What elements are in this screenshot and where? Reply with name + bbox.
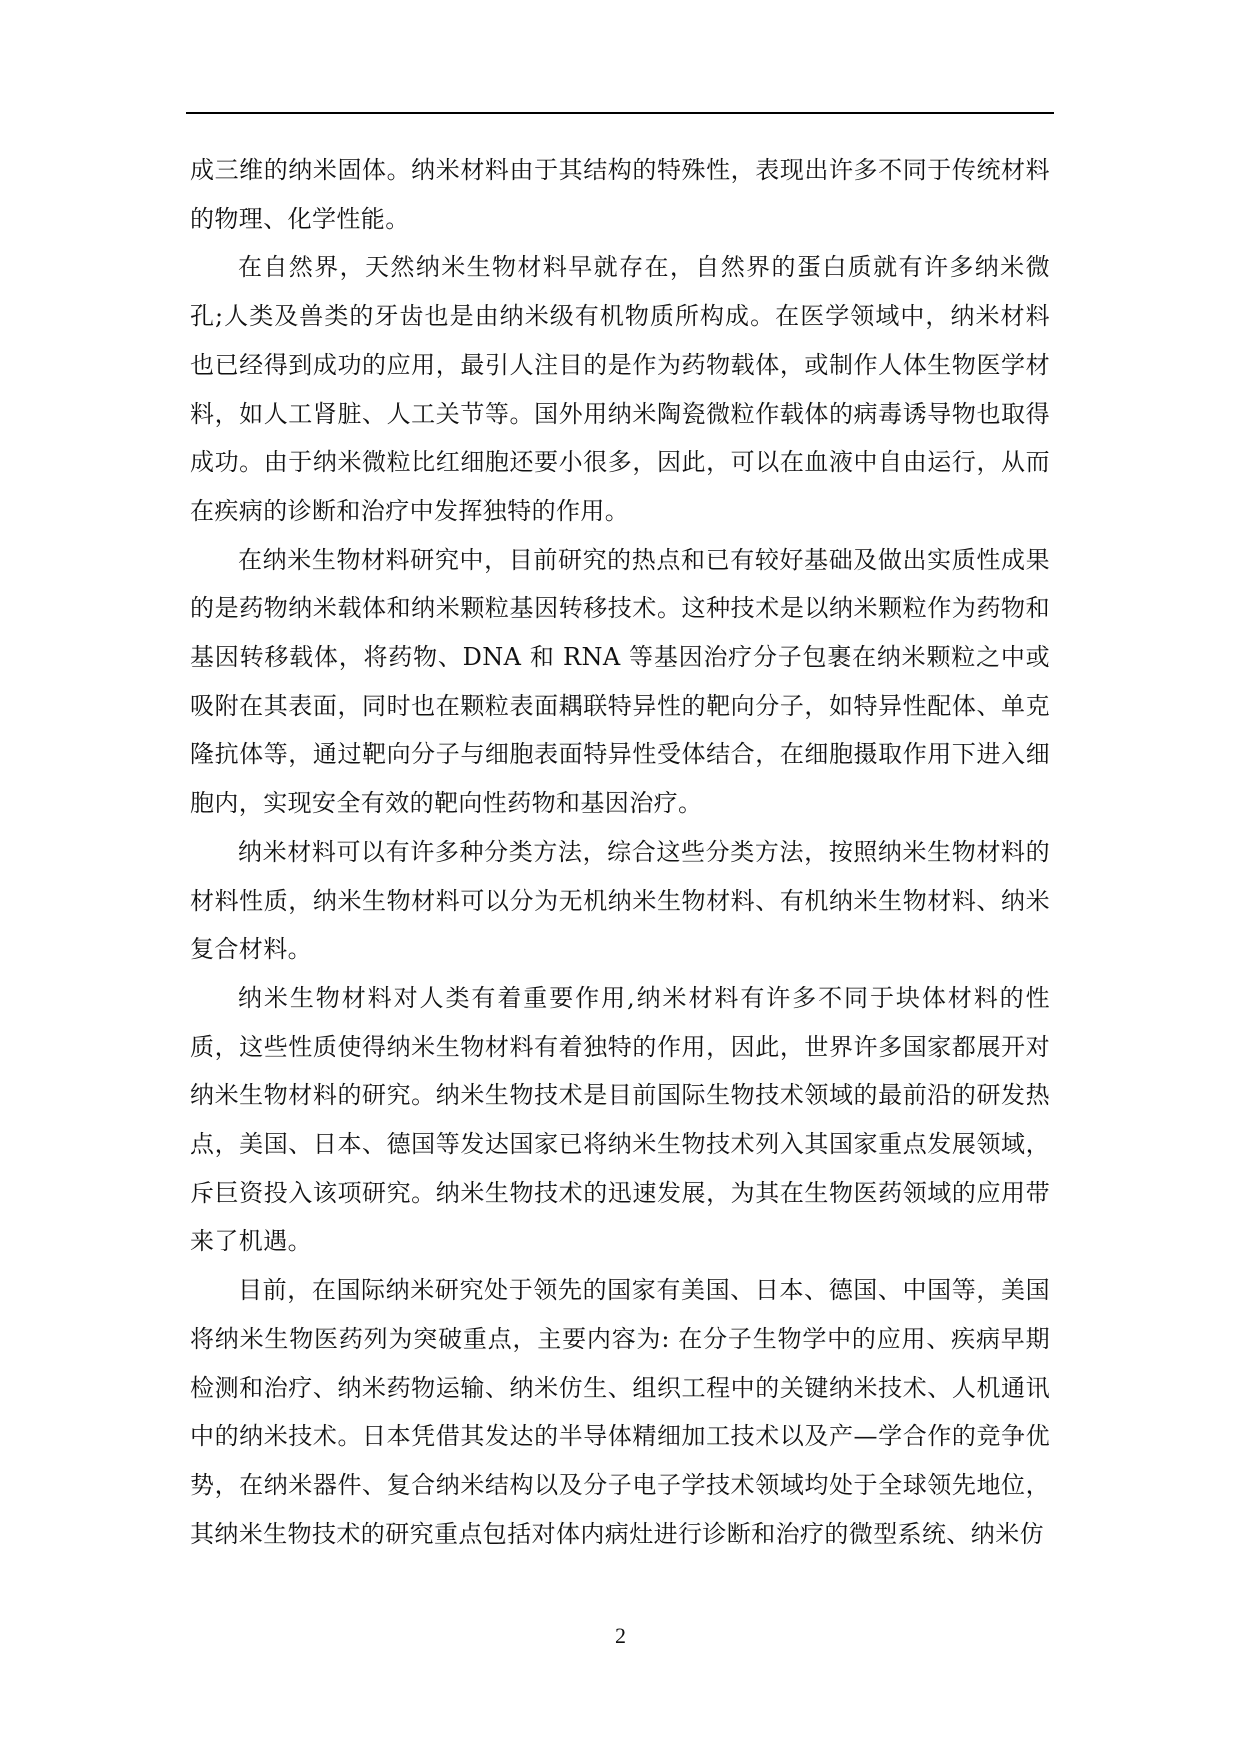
paragraph-2: 在自然界，天然纳米生物材料早就存在，自然界的蛋白质就有许多纳米微孔;人类及兽类的牙齿也是由纳米级有机物质所构成。在医学领域中，纳米材料也已经得到成功的应用，最引人注目的是作为药物载体，或制作人体生物医学材料，如人工肾脏、人工关节等。国外用纳米陶瓷微粒作载体的病毒诱导物也取得成功。由于纳米微粒比红细胞还要小很多，因此，可以在血液中自由运行，从而在疾病的诊断和治疗中发挥独特的作用。 bbox=[190, 253, 1050, 525]
paragraph-1: 成三维的纳米固体。纳米材料由于其结构的特殊性，表现出许多不同于传统材料的物理、化学性能。 bbox=[190, 156, 1050, 233]
paragraph-3: 在纳米生物材料研究中，目前研究的热点和已有较好基础及做出实质性成果的是药物纳米载体和纳米颗粒基因转移技术。这种技术是以纳米颗粒作为药物和基因转移载体，将药物、DNA 和 RNA 等基因治疗分子包裹在纳米颗粒之中或吸附在其表面，同时也在颗粒表面耦联特异性的靶向分子，如特异性配体、单克隆抗体等，通过靶向分子与细胞表面特异性受体结合，在细胞摄取作用下进入细胞内，实现安全有效的靶向性药物和基因治疗。 bbox=[190, 545, 1050, 818]
paragraph-5: 纳米生物材料对人类有着重要作用,纳米材料有许多不同于块体材料的性质，这些性质使得纳米生物材料有着独特的作用，因此，世界许多国家都展开对纳米生物材料的研究。纳米生物技术是目前国际生物技术领域的最前沿的研发热点，美国、日本、德国等发达国家已将纳米生物技术列入其国家重点发展领域，斥巨资投入该项研究。纳米生物技术的迅速发展，为其在生物医药领域的应用带来了机遇。 bbox=[190, 983, 1050, 1256]
body-text bbox=[190, 146, 1050, 1558]
header-rule bbox=[186, 112, 1054, 114]
paragraph-6: 目前，在国际纳米研究处于领先的国家有美国、日本、德国、中国等，美国将纳米生物医药列为突破重点，主要内容为: 在分子生物学中的应用、疾病早期检测和治疗、纳米药物运输、纳米仿生、组织工程中的关键纳米技术、人机通讯中的纳米技术。日本凭借其发达的半导体精细加工技术以及产—学合作的竞争优势，在纳米器件、复合纳米结构以及分子电子学技术领域均处于全球领先地位，其纳米生物技术的研究重点包括对体内病灶进行诊断和治疗的微型系统、纳米仿 bbox=[190, 1276, 1050, 1548]
paragraph-4: 纳米材料可以有许多种分类方法，综合这些分类方法，按照纳米生物材料的材料性质，纳米生物材料可以分为无机纳米生物材料、有机纳米生物材料、纳米复合材料。 bbox=[190, 837, 1050, 964]
page-number: 2 bbox=[615, 1623, 626, 1648]
